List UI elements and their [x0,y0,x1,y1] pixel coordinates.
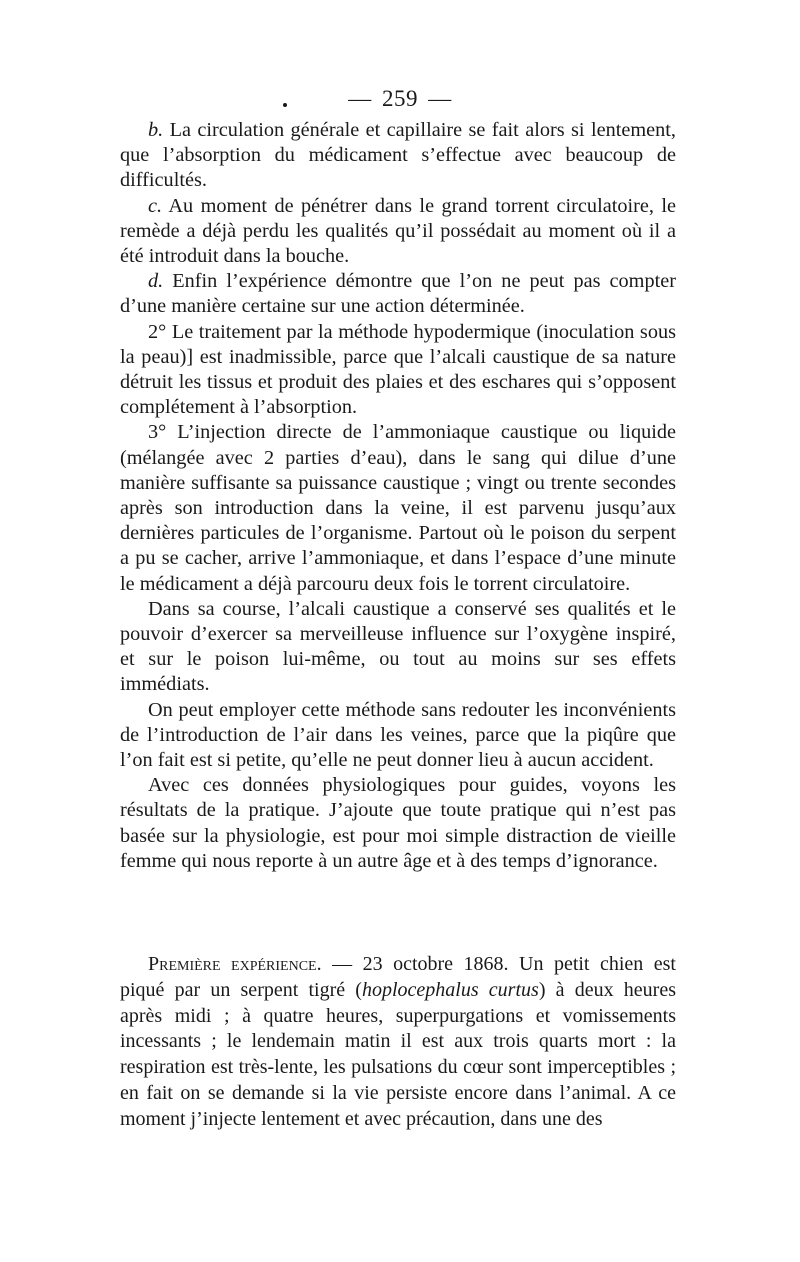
page-number: 259 [382,86,418,111]
paragraph-text: Avec ces données physiologiques pour guides, voyons les résultats de la pratique. J’ajoute que toute pratique qui n’est pas basée sur la physiologie, est pour moi simple distraction de vieille femme qui nous reporte à un autre âge et à des temps d’ignorance. [120,774,676,872]
paragraph-text: La circulation générale et capillaire se fait alors si lentement, que l’absorption du médicament s’effectue avec beaucoup de difficultés. [120,119,676,192]
paragraph-course [120,597,676,698]
paragraph-text: 3° L’injection directe de l’ammoniaque caustique ou liquide (mélangée avec 2 parties d’eau), dans le sang qui dilue d’une manière suffisante sa puissance caustique ; vingt ou trente secondes après son introduction dans la veine, il est parvenu jusqu’aux dernières particules de l’organisme. Partout où le poison du serpent a pu se cacher, arrive l’ammoniaque, et dans l’espace d’une minute le médicament a déjà parcouru deux fois le torrent circulatoire. [120,421,676,595]
experiment-heading: Première expérience. [148,953,322,975]
paragraph-injection [120,420,676,596]
page-number-dash-left: — [348,86,372,111]
paragraph-practice [120,773,676,874]
experiment-paragraph [120,952,676,1133]
paragraph-b [120,118,676,194]
paragraph-text: 2° Le traitement par la méthode hypodermique (inoculation sous la peau)] est inadmissible, parce que l’alcali caustique de sa nature détruit les tissus et produit des plaies et des eschares qui s’opposent complétement à l’absorption. [120,320,676,419]
paragraph-text: Enfin l’expérience démontre que l’on ne peut pas compter d’une manière certaine sur une action déterminée. [120,270,676,318]
main-text-block [120,118,676,874]
paragraph-label: d. [148,270,164,293]
paragraph-text: Dans sa course, l’alcali caustique a conservé ses qualités et le pouvoir d’exercer sa merveilleuse influence sur l’oxygène inspiré, et sur le poison lui-même, ou tout au moins sur ses effets immédiats. [120,597,676,696]
paragraph-d [120,269,676,319]
paragraph-label: b. [148,119,164,141]
paragraph-method [120,698,676,774]
paragraph-text: On peut employer cette méthode sans redouter les inconvénients de l’introduction de l’air dans les veines, parce que la piqûre que l’on fait est si petite, qu’elle ne peut donner lieu à aucun accident. [120,698,676,772]
experiment-date-text: — 23 octobre 1868. Un petit chien est piqué par un serpent tigré ( [120,953,676,1001]
paragraph-text: Au moment de pénétrer dans le grand torrent circulatoire, le remède a déjà perdu les qualités qu’il possédait au moment où il a été introduit dans la bouche. [120,194,676,268]
page-number-dash-right: — [428,86,452,111]
paragraph-c [120,194,676,270]
page-number-header [0,86,800,112]
paragraph-label: c. [148,194,163,217]
experiment-block [120,952,676,1133]
paragraph-hypodermic [120,320,676,421]
species-name: hoplocephalus curtus [361,978,539,1001]
experiment-rest: ) à deux heures après midi ; à quatre heures, superpurgations et vomissements incessants ; le lendemain matin il est aux trois quarts mort : la respiration est très-lente, les pulsations du cœur sont imperceptibles ; en fait on se demande si la vie persiste encore dans l’animal. A ce moment j’injecte lentement et avec précaution, dans une des [120,978,676,1130]
